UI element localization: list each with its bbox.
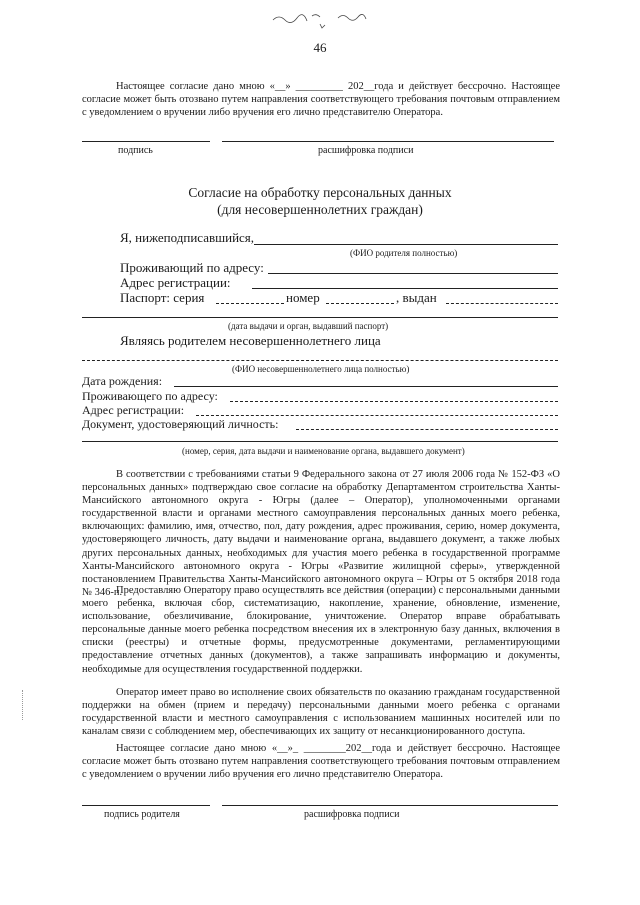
bottom-signature-line [82,805,210,806]
page-number: 46 [313,40,327,55]
body-paragraph-3: Оператор имеет право во исполнение своих обязательств по оказанию гражданам государственной поддержки на обмен (прием и передачу) персональными данными моего ребенка с органами государственной власти и местного самоуправления с использованием машинных носителей или по каналам связи с соблюдением мер, обеспечивающих их защиту от несанкционированного доступа. [82,687,560,738]
scan-margin-mark [22,690,24,720]
label-registration-address: Адрес регистрации: [120,275,231,290]
label-i-undersigned: Я, нижеподписавшийся, [120,230,255,245]
body-paragraph-2: Предоставляю Оператору право осуществлять все действия (операции) с персональными данными моего ребенка, включая сбор, систематизацию, накопление, хранение, обновление, изменение, использование, обезличивание, блокирование, уничтожение. Оператор вправе обрабатывать персональные данные моего ребенка посредством внесения их в электронную базу данных, включения в списки (реестры) и отчетные формы, предусмотренные документами, регламентирующими предоставление отчетных данных (документов), а также запрашивать информацию и документы, необходимые для осуществления государственной поддержки. [82,585,560,675]
parent-fio-field[interactable] [254,244,558,245]
living-address-field[interactable] [268,273,558,274]
document-details-field[interactable] [82,441,558,442]
label-birth-date: Дата рождения: [82,374,163,388]
top-signature-label: подпись [118,145,153,156]
body-paragraph-1: В соответствии с требованиями статьи 9 Федерального закона от 27 июля 2006 года № 152-ФЗ «О персональных данных» подтверждаю свое согласие на обработку Департаментом строительства Ханты-Мансийского автономного округа - Югры (далее – Оператор), уполномоченными органами государственной власти и органами местного самоуправления персональных данных моего ребенка, включающих: фамилию, имя, отчество, пол, дату рождения, адрес проживания, серию, номер документа, удостоверяющего личность, дату выдачи и наименование органа, выдавшего документ, а также любых других персональных данных, необходимых для участия моего ребенка в государственной программе Ханты-Мансийского автономного округа - Югры «Развитие жилищной сферы», утвержденной постановлением Правительства Ханты-Мансийского автономного округа – Югры от 5 октября 2018 года № 346-п. [82,469,560,598]
birth-date-field[interactable] [174,386,558,387]
bottom-signature-label: подпись родителя [104,809,180,820]
label-living-address: Проживающий по адресу: [120,260,264,275]
top-decode-label: расшифровка подписи [318,145,414,156]
top-decode-line [222,141,554,142]
label-passport-issued: , выдан [396,290,437,305]
minor-living-address-field[interactable] [230,401,558,402]
document-caption: (номер, серия, дата выдачи и наименование органа, выдавшего документ) [182,446,465,456]
label-minor-living-address: Проживающего по адресу: [82,389,218,403]
label-passport-series: Паспорт: серия [120,290,205,305]
handwritten-scribble [268,6,388,32]
passport-series-field[interactable] [216,303,284,304]
label-passport-number: номер [286,290,320,305]
document-subtitle: (для несовершеннолетних граждан) [217,202,423,217]
registration-address-field[interactable] [252,288,558,289]
label-minor-registration: Адрес регистрации: [82,403,185,417]
passport-issue-field[interactable] [82,317,558,318]
bottom-decode-line [222,805,558,806]
passport-number-field[interactable] [326,303,394,304]
document-title: Согласие на обработку персональных данных [188,185,452,200]
minor-registration-field[interactable] [196,415,558,416]
label-being-parent: Являясь родителем несовершеннолетнего лица [120,333,381,348]
passport-issued-field[interactable] [446,303,558,304]
parent-fio-caption: (ФИО родителя полностью) [350,248,458,258]
top-signature-line [82,141,210,142]
minor-fio-caption: (ФИО несовершеннолетнего лица полностью) [232,364,410,374]
minor-fio-field[interactable] [82,360,558,361]
top-consent-text: Настоящее согласие дано мною «__» _________ 202__года и действует бессрочно. Настоящее согласие может быть отозвано путем направления соответствующего требования почтовым отправлением с уведомлением о вручении либо вручения его лично представителю Оператора. [82,81,560,119]
label-identity-document: Документ, удостоверяющий личность: [82,417,279,431]
issue-caption: (дата выдачи и орган, выдавший паспорт) [228,321,389,331]
bottom-decode-label: расшифровка подписи [304,809,400,820]
body-paragraph-4: Настоящее согласие дано мною «__»_ ________202__года и действует бессрочно. Настоящее согласие может быть отозвано путем направления соответствующего требования почтовым отправлением с уведомлением о вручении либо вручения его лично представителю Оператора. [82,743,560,781]
identity-document-field[interactable] [296,429,558,430]
